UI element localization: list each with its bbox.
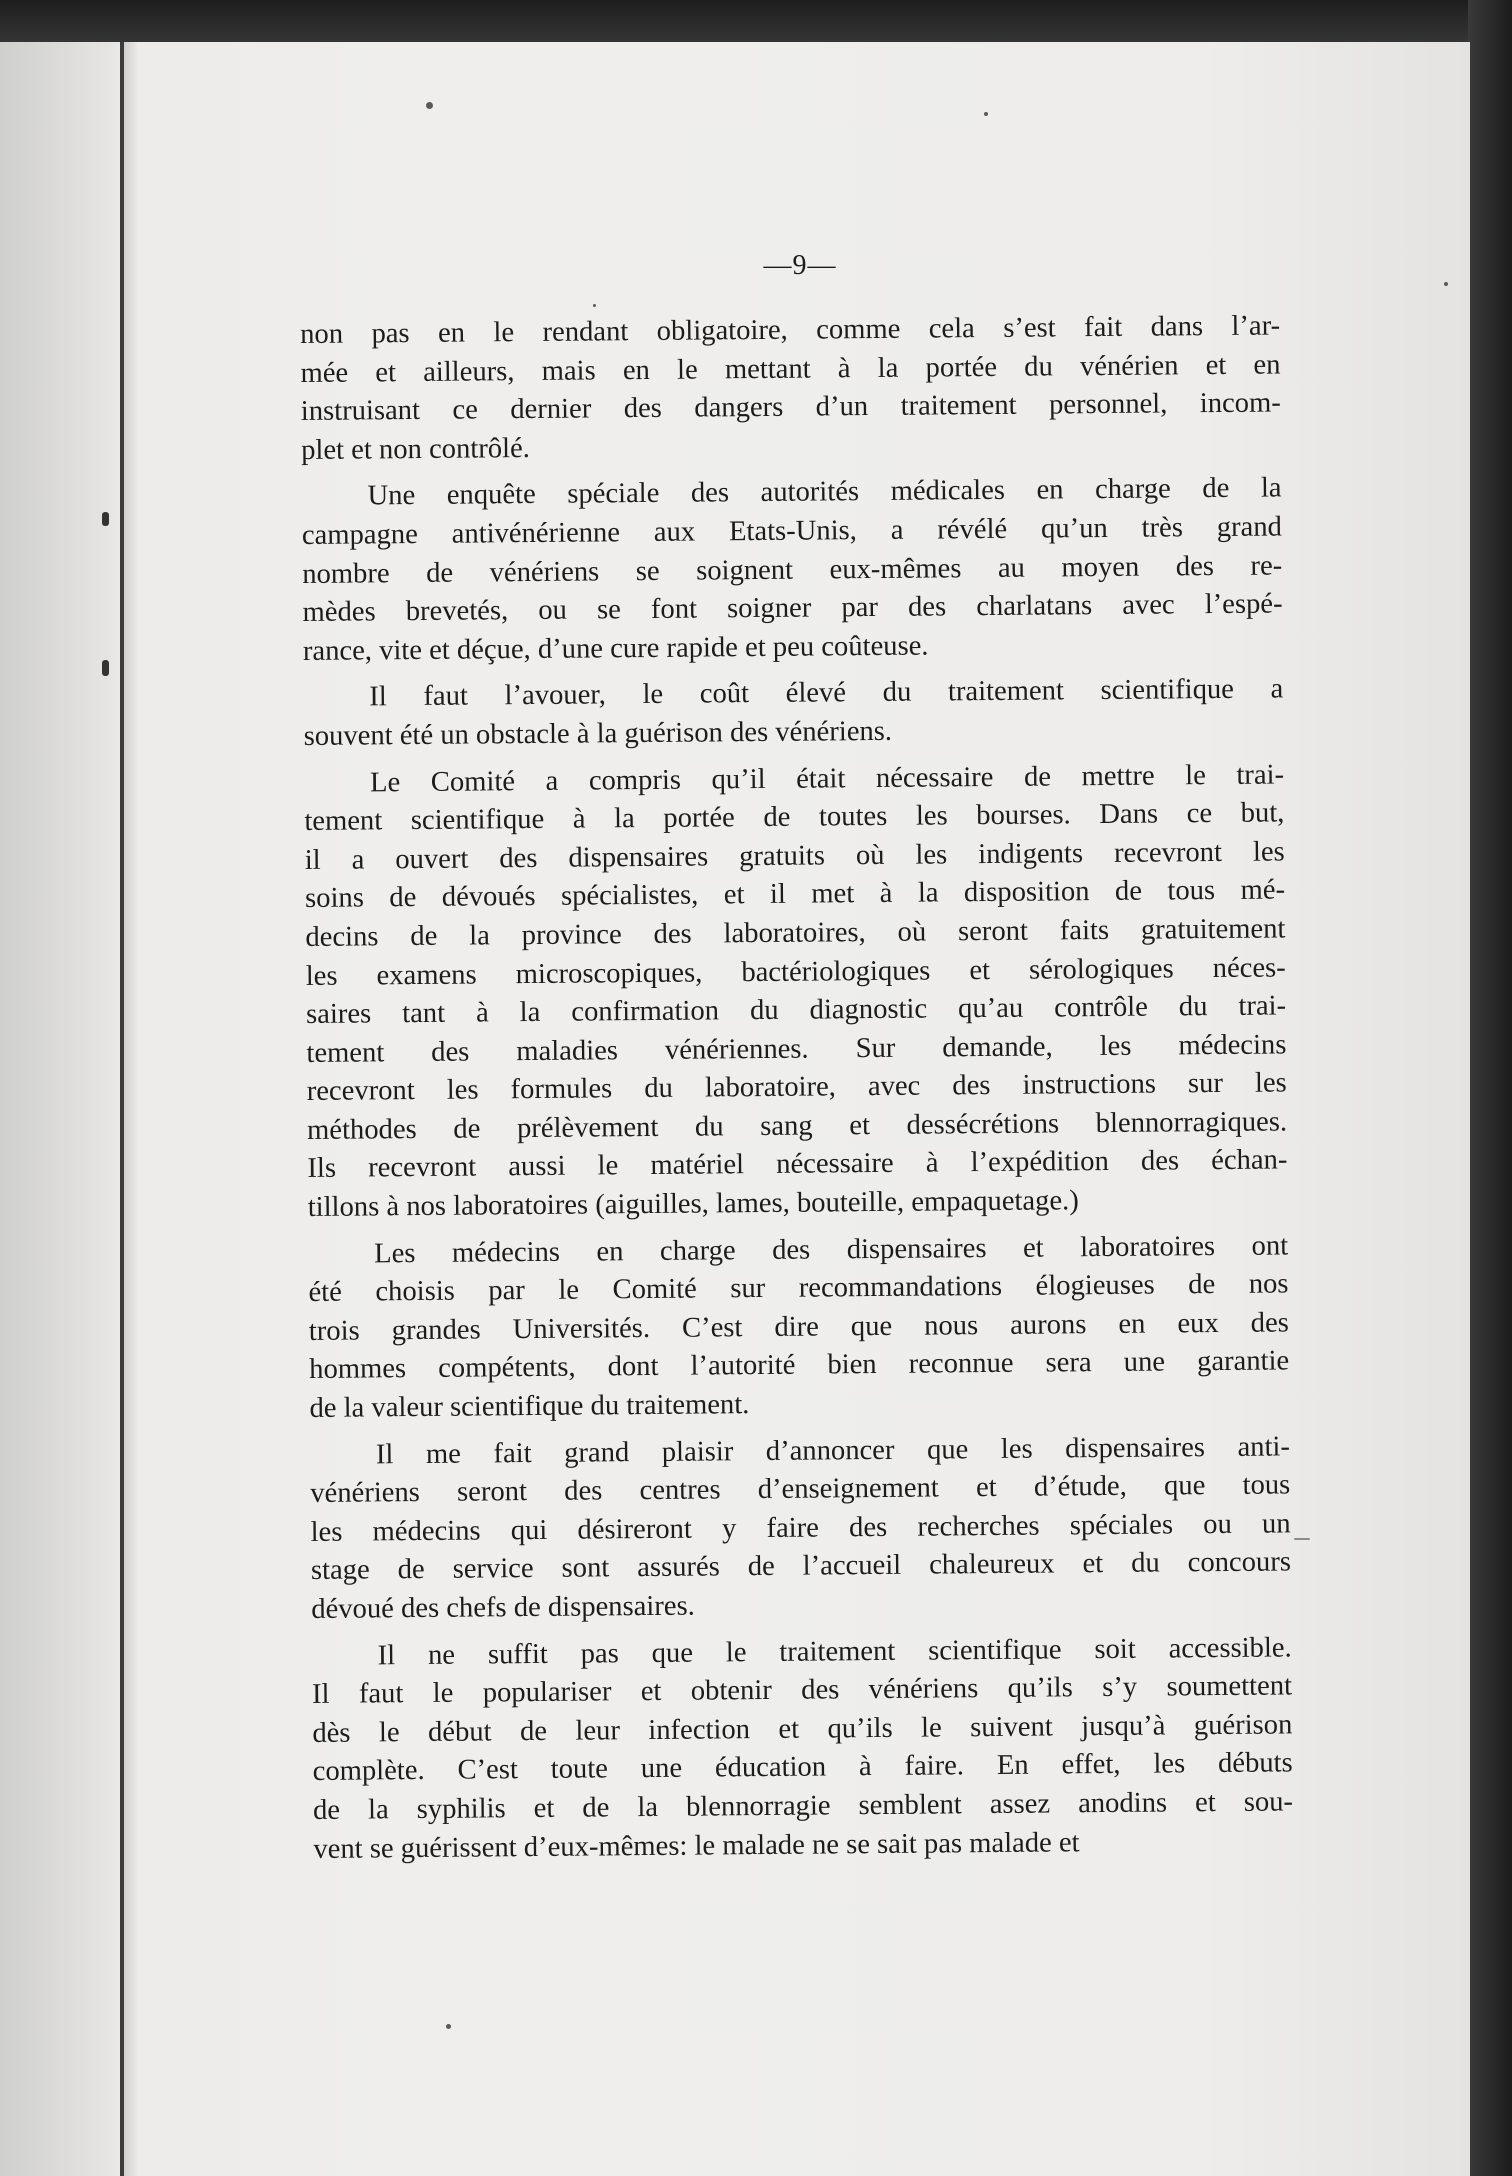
text-line: nombre de vénériens se soignent eux-mêmes au moyen des re- <box>302 550 1283 590</box>
text-line: dévoué des chefs de dispensaires. <box>311 1590 695 1625</box>
text-line: complète. C’est toute une éducation à faire. En effet, les débuts <box>312 1747 1293 1788</box>
text-line: plet et non contrôlé. <box>301 432 530 466</box>
dust-speck <box>102 660 109 676</box>
text-line: méthodes de prélèvement du sang et dessécrétions blennorragiques. <box>306 1106 1288 1146</box>
binding-fold-shadow <box>124 42 138 2176</box>
text-line: tement scientifique à la portée de toutes les bourses. Dans ce but, <box>304 797 1285 838</box>
page-number: —9— <box>763 250 837 281</box>
text-line: rance, vite et déçue, d’une cure rapide et peu coûteuse. <box>302 630 929 667</box>
text-line: souvent été un obstacle à la guérison des vénériens. <box>303 715 893 752</box>
text-line: soins de dévoués spécialistes, et il met à la disposition de tous mé- <box>304 874 1286 915</box>
text-line: mèdes brevetés, ou se font soigner par des charlatans avec l’espé- <box>302 588 1283 629</box>
text-line: de la syphilis et de la blennorragie semblent assez anodins et sou- <box>312 1786 1294 1826</box>
text-line: campagne antivénérienne aux Etats-Unis, a révélé qu’un très grand <box>301 511 1283 551</box>
paragraph <box>310 1428 1292 1630</box>
dust-speck <box>984 112 988 116</box>
body-text <box>300 307 1294 1915</box>
paragraph <box>312 1629 1294 1869</box>
dust-speck <box>1444 282 1448 286</box>
dust-speck <box>446 2024 451 2029</box>
text-line: dès le début de leur infection et qu’ils le suivent jusqu’à guérison <box>312 1709 1293 1749</box>
text-line: Une enquête spéciale des autorités médicales en charge de la <box>367 472 1282 512</box>
text-line: de la valeur scientifique du traitement. <box>309 1389 750 1424</box>
text-line: mée et ailleurs, mais en le mettant à la portée du vénérien et en <box>300 349 1281 389</box>
text-line: vent se guérissent d’eux-mêmes: le malade ne se sait pas malade et <box>313 1826 1080 1865</box>
text-line: instruisant ce dernier des dangers d’un traitement personnel, incom- <box>300 387 1281 428</box>
text-line: Ils recevront aussi le matériel nécessaire à l’expédition des échan- <box>307 1144 1288 1185</box>
text-line: Il ne suffit pas que le traitement scientifique soit accessible. <box>377 1631 1292 1671</box>
text-line: hommes compétents, dont l’autorité bien reconnue sera une garantie <box>309 1345 1290 1386</box>
paragraph <box>303 671 1284 757</box>
paragraph <box>304 756 1288 1228</box>
text-line: recevront les formules du laboratoire, avec des instructions sur les <box>306 1067 1287 1108</box>
scanner-right-edge <box>1468 0 1512 2176</box>
text-line: Le Comité a compris qu’il était nécessaire de mettre le trai- <box>369 758 1285 798</box>
text-line: les examens microscopiques, bactériologiques et sérologiques néces- <box>305 951 1286 992</box>
text-line: non pas en le rendant obligatoire, comme cela s’est fait dans l’ar- <box>300 310 1281 350</box>
text-line: vénériens seront des centres d’enseignement et d’étude, que tous <box>310 1469 1291 1510</box>
text-line: tillons à nos laboratoires (aiguilles, lames, bouteille, empaquetage.) <box>307 1185 1079 1224</box>
text-line: Il faut le populariser et obtenir des vénériens qu’ils s’y soumettent <box>311 1670 1293 1711</box>
text-line: été choisis par le Comité sur recommandations élogieuses de nos <box>308 1268 1289 1309</box>
text-line: Il me fait grand plaisir d’annoncer que les dispensaires anti- <box>375 1431 1291 1471</box>
text-line: Il faut l’avouer, le coût élevé du traitement scientifique a <box>369 673 1284 713</box>
text-line: saires tant à la confirmation du diagnostic qu’au contrôle du trai- <box>305 990 1287 1031</box>
paragraph <box>308 1227 1290 1429</box>
text-line: decins de la province des laboratoires, où seront faits gratuitement <box>305 913 1286 953</box>
page-binding-margin <box>0 42 122 2176</box>
dust-speck <box>593 304 596 307</box>
paragraph <box>300 307 1281 470</box>
text-line: stage de service sont assurés de l’accueil chaleureux et du concours <box>310 1546 1292 1587</box>
paragraph <box>301 470 1283 672</box>
text-line: tement des maladies vénériennes. Sur demande, les médecins <box>306 1029 1287 1069</box>
text-line: il a ouvert des dispensaires gratuits où les indigents recevront les <box>304 836 1285 876</box>
dust-speck <box>426 102 433 109</box>
dust-speck <box>102 512 109 526</box>
text-line: trois grandes Universités. C’est dire que nous aurons en eux des <box>308 1307 1289 1347</box>
dust-speck <box>1294 1538 1310 1540</box>
text-line: Les médecins en charge des dispensaires et laboratoires ont <box>374 1230 1289 1270</box>
text-line: les médecins qui désireront y faire des recherches spéciales ou un <box>310 1508 1291 1548</box>
